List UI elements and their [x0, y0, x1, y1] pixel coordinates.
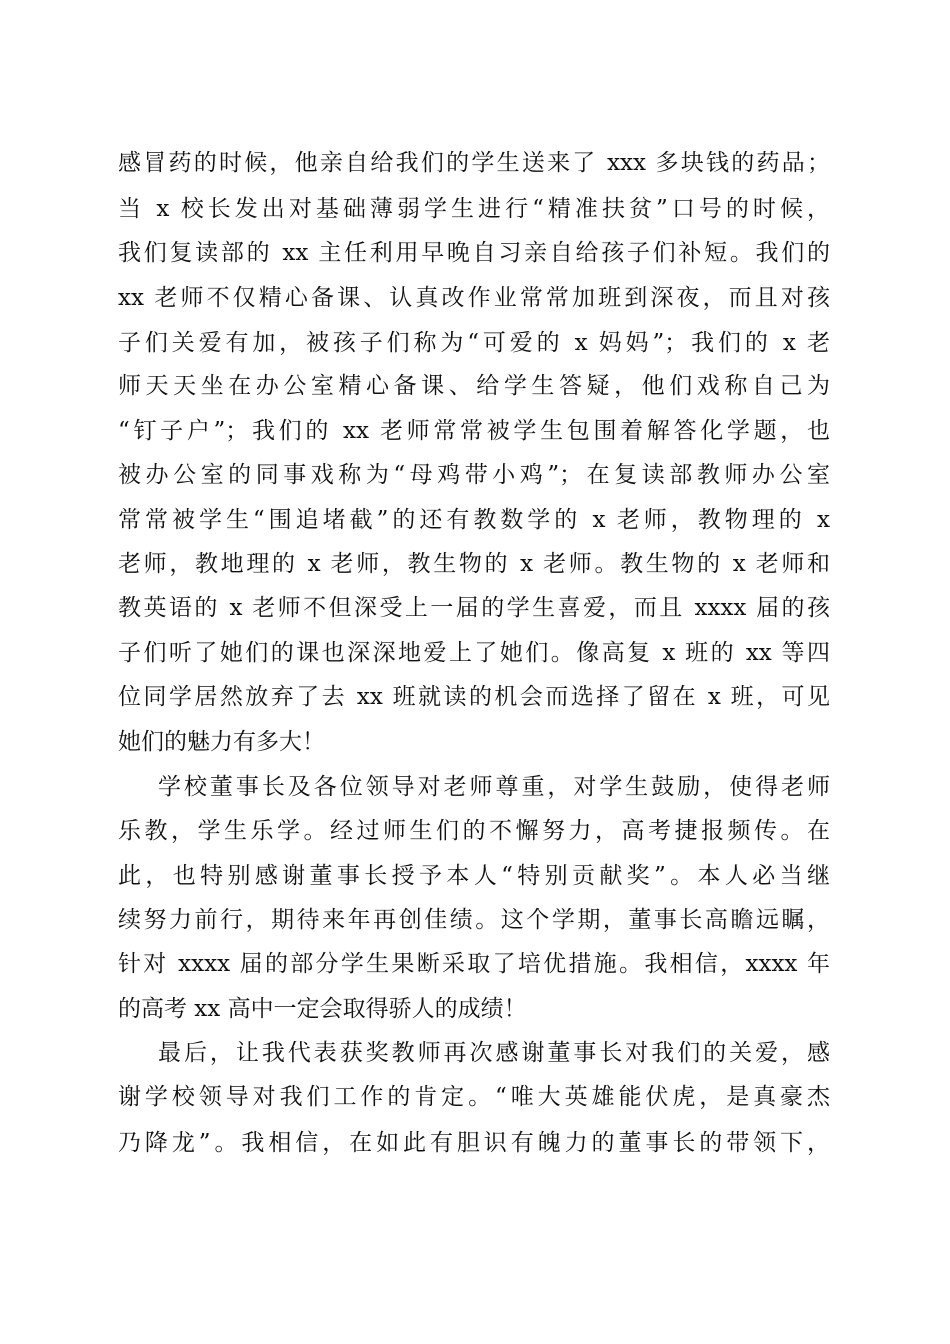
- text-line: 我们复读部的 xx 主任利用早晚自习亲自给孩子们补短。我们的: [118, 240, 830, 266]
- text-line: “钉子户”；我们的 xx 老师常常被学生包围着解答化学题，也: [118, 418, 830, 444]
- text-line: 的高考 xx 高中一定会取得骄人的成绩！: [118, 996, 527, 1022]
- text-line: xx 老师不仅精心备课、认真改作业常常加班到深夜，而且对孩: [118, 285, 830, 311]
- text-line: 教英语的 x 老师不但深受上一届的学生喜爱，而且 xxxx 届的孩: [118, 595, 830, 621]
- text-line: 学校董事长及各位领导对老师尊重，对学生鼓励，使得老师: [158, 774, 830, 800]
- text-line: 师天天坐在办公室精心备课、给学生答疑，他们戏称自己为: [118, 373, 830, 399]
- text-line: 谢学校领导对我们工作的肯定。“唯大英雄能伏虎，是真豪杰: [118, 1084, 830, 1110]
- text-line: 老师，教地理的 x 老师，教生物的 x 老师。教生物的 x 老师和: [118, 551, 830, 577]
- text-line: 当 x 校长发出对基础薄弱学生进行“精准扶贫”口号的时候，: [118, 196, 830, 222]
- text-line: 乃降龙”。我相信，在如此有胆识有魄力的董事长的带领下，: [118, 1130, 830, 1156]
- text-line: 子们关爱有加，被孩子们称为“可爱的 x 妈妈”；我们的 x 老: [118, 330, 830, 356]
- text-line: 最后，让我代表获奖教师再次感谢董事长对我们的关爱，感: [158, 1040, 830, 1066]
- text-line: 被办公室的同事戏称为“母鸡带小鸡”；在复读部教师办公室: [118, 462, 830, 488]
- text-line: 位同学居然放弃了去 xx 班就读的机会而选择了留在 x 班，可见: [118, 684, 830, 710]
- text-line: 常常被学生“围追堵截”的还有教数学的 x 老师，教物理的 x: [118, 507, 830, 533]
- text-line: 感冒药的时候，他亲自给我们的学生送来了 xxx 多块钱的药品；: [118, 150, 830, 176]
- text-line: 此，也特别感谢董事长授予本人“特别贡献奖”。本人必当继: [118, 863, 830, 889]
- text-line: 针对 xxxx 届的部分学生果断采取了培优措施。我相信，xxxx 年: [118, 951, 830, 977]
- text-line: 子们听了她们的课也深深地爱上了她们。像高复 x 班的 xx 等四: [118, 640, 830, 666]
- text-line: 续努力前行，期待来年再创佳绩。这个学期，董事长高瞻远瞩，: [118, 907, 830, 933]
- text-line: 乐教，学生乐学。经过师生们的不懈努力，高考捷报频传。在: [118, 818, 830, 844]
- text-line: 她们的魅力有多大！: [118, 729, 325, 755]
